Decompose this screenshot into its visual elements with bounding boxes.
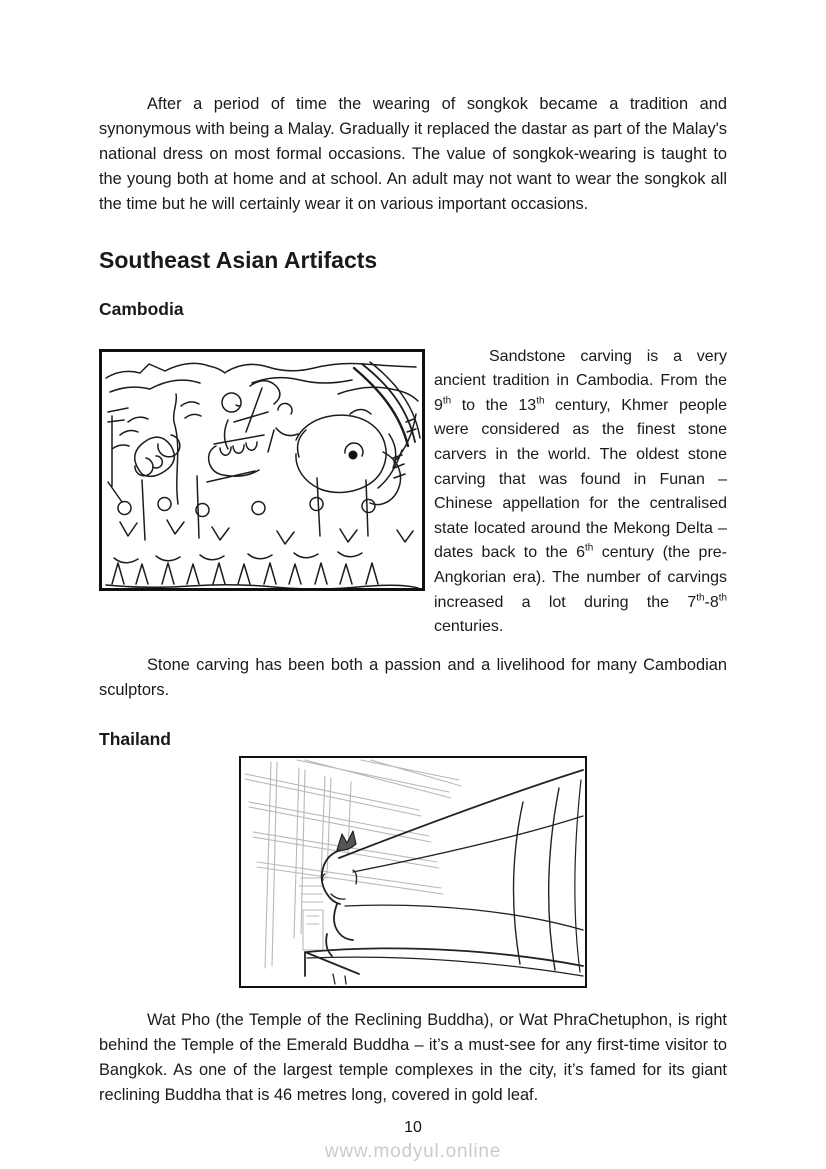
page-number: 10 bbox=[404, 1118, 422, 1136]
stone-relief-sketch-drawing bbox=[102, 352, 422, 588]
page-footer bbox=[99, 1118, 727, 1164]
cambodia-heading: Cambodia bbox=[99, 299, 184, 320]
intro-paragraph: After a period of time the wearing of songkok became a tradition and synonymous with being a Malay. Gradually it replaced the dastar as part of the Malay's national dress on most formal occasions. The value of songkok-wearing is taught to the young both at home and at school. An adult may not want to wear the songkok all the time but he will certainly wear it on various important occasions. bbox=[99, 95, 727, 213]
watermark: www.modyul.online bbox=[324, 1140, 502, 1162]
thailand-heading: Thailand bbox=[99, 728, 171, 749]
cambodia-closing-paragraph: Stone carving has been both a passion and a livelihood for many Cambodian sculptors. bbox=[99, 655, 727, 699]
section-title: Southeast Asian Artifacts bbox=[99, 247, 378, 273]
cambodia-figure-row bbox=[99, 349, 727, 640]
reclining-buddha-sketch-drawing bbox=[241, 758, 585, 986]
thailand-paragraph: Wat Pho (the Temple of the Reclining Buddha), or Wat PhraChetuphon, is right behind the Temple of the Emerald Buddha – it’s a must-see for any first-time visitor to Bangkok. As one of the largest temple complexes in the city, it’s famed for its giant reclining Buddha that is 46 metres long, covered in gold leaf. bbox=[99, 1010, 727, 1104]
document-page bbox=[99, 92, 727, 1164]
khmer-stone-relief-image bbox=[99, 349, 425, 591]
reclining-buddha-image bbox=[239, 756, 587, 988]
cambodia-paragraph: Sandstone carving is a very ancient tradition in Cambodia. From the 9th to the 13th century, Khmer people were considered as the finest stone carvers in the world. The oldest stone carving that was found in Funan – Chinese appellation for the centralised state located around the Mekong Delta – dates back to the 6th century (the pre-Angkorian era). The number of carvings increased a lot during the 7th-8th centuries. bbox=[434, 347, 728, 636]
